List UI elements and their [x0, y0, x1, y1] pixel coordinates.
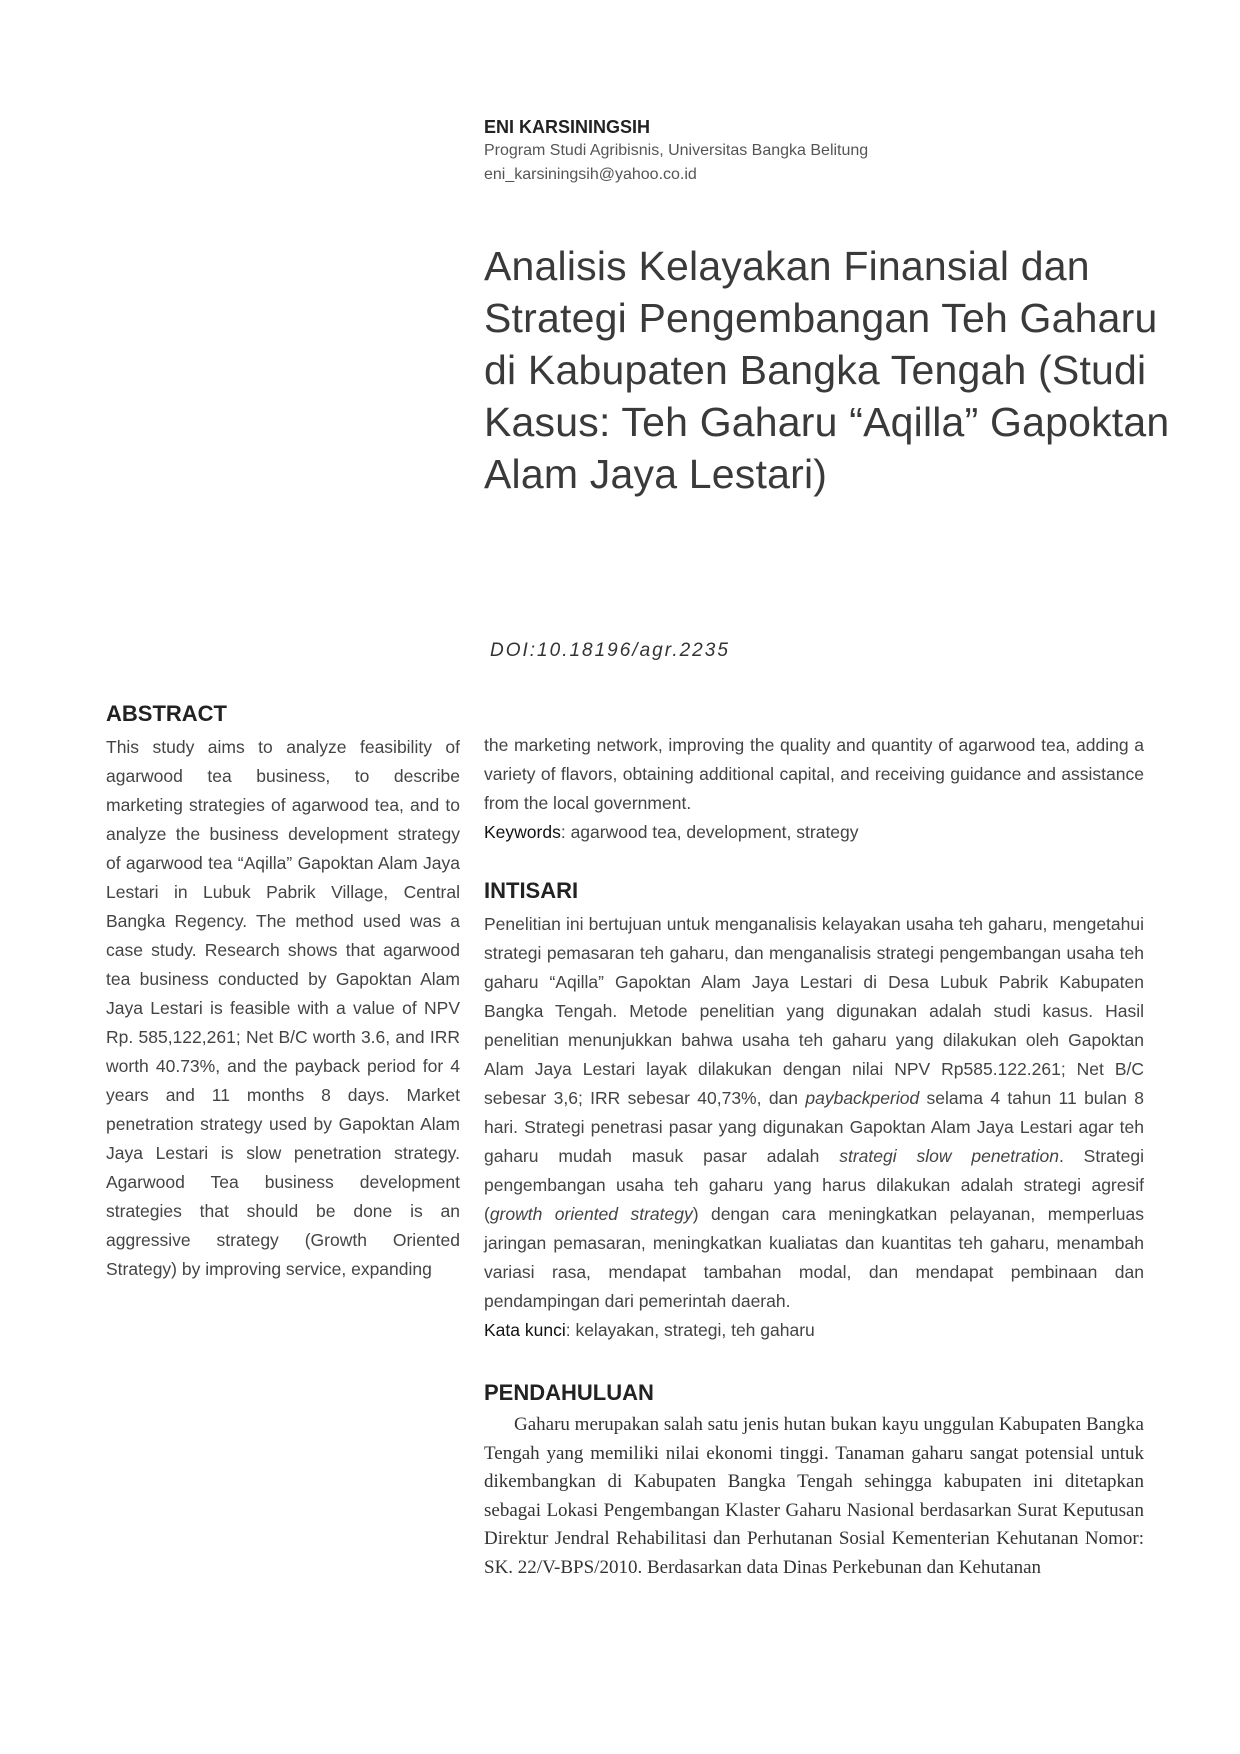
abstract-column: [106, 700, 460, 1284]
pendahuluan-heading: PENDAHULUAN: [484, 1379, 654, 1405]
intisari-text-a: Penelitian ini bertujuan untuk menganalisis kelayakan usaha teh gaharu, mengetahui strategi pemasaran teh gaharu, dan menganalisis strategi pengembangan usaha teh gaharu “Aqilla” Gapoktan Alam Jaya Lestari di Desa Lubuk Pabrik Kabupaten Bangka Tengah. Metode penelitian yang digunakan adalah studi kasus. Hasil penelitian menunjukkan bahwa usaha teh gaharu yang dilakukan oleh Gapoktan Alam Jaya Lestari layak dilakukan dengan nilai NPV Rp585.122.261; Net B/C sebesar 3,6; IRR sebesar 40,73%, dan: [484, 913, 1144, 1108]
intisari-heading: INTISARI: [484, 878, 579, 903]
right-column: [484, 731, 1144, 1582]
doi: DOI:10.18196/agr.2235: [490, 640, 730, 661]
intisari-italic-slow-penetration: strategi slow penetration: [839, 1145, 1059, 1166]
paper-title: Analisis Kelayakan Finansial dan Strategi Pengembangan Teh Gaharu di Kabupaten Bangka Tengah (Studi Kasus: Teh Gaharu “Aqilla” Gapoktan Alam Jaya Lestari): [484, 243, 1170, 497]
intisari-text-g: ) dengan cara meningkatkan pelayanan, memperluas jaringan pemasaran, meningkatkan kualiatas dan kuantitas teh gaharu, menambah variasi rasa, mendapat tambahan modal, dan mendapat pembinaan dan pendampingan dari pemerintah daerah.: [484, 1203, 1144, 1311]
author-block: [484, 116, 1164, 187]
pendahuluan-text: Gaharu merupakan salah satu jenis hutan bukan kayu unggulan Kabupaten Bangka Tengah yang memiliki nilai ekonomi tinggi. Tanaman gaharu sangat potensial untuk dikembangkan di Kabupaten Bangka Tengah sehingga kabupaten ini ditetapkan sebagai Lokasi Pengembangan Klaster Gaharu Nasional berdasarkan Surat Keputusan Direktur Jendral Rehabilitasi dan Perhutanan Sosial Kementerian Kehutanan Nomor: SK. 22/V-BPS/2010. Berdasarkan data Dinas Perkebunan dan Kehutanan: [484, 1414, 1144, 1578]
intisari-italic-paybackperiod: paybackperiod: [805, 1087, 920, 1108]
author-email: eni_karsiningsih@yahoo.co.id: [484, 166, 697, 184]
intisari-text-c: selama 4 tahun 11 bulan 8 hari. Strategi penetrasi pasar yang digunakan Gapoktan Alam Jaya Lestari agar teh gaharu mudah masuk pasar adalah: [484, 1087, 1144, 1166]
intisari-italic-growth-strategy: growth oriented strategy: [489, 1203, 693, 1224]
keywords-label: Keywords: [484, 822, 561, 842]
keywords-values: : agarwood tea, development, strategy: [560, 822, 859, 842]
kata-kunci-values: : kelayakan, strategi, teh gaharu: [565, 1319, 815, 1340]
intisari-text: [484, 910, 1144, 1316]
kata-kunci-label: Kata kunci: [484, 1319, 566, 1340]
intisari-text-e: . Strategi pengembangan usaha teh gaharu yang harus dilakukan adalah strategi agresif (: [484, 1145, 1144, 1224]
abstract-keywords: [484, 818, 1144, 847]
author-affiliation: Program Studi Agribisnis, Universitas Bangka Belitung: [484, 142, 869, 160]
abstract-heading: ABSTRACT: [106, 701, 227, 726]
abstract-text-continued: the marketing network, improving the quality and quantity of agarwood tea, adding a variety of flavors, obtaining additional capital, and receiving guidance and assistance from the local government.: [484, 735, 1144, 813]
abstract-text: This study aims to analyze feasibility of agarwood tea business, to describe marketing strategies of agarwood tea, and to analyze the business development strategy of agarwood tea “Aqilla” Gapoktan Alam Jaya Lestari in Lubuk Pabrik Village, Central Bangka Regency. The method used was a case study. Research shows that agarwood tea business conducted by Gapoktan Alam Jaya Lestari is feasible with a value of NPV Rp. 585,122,261; Net B/C worth 3.6, and IRR worth 40.73%, and the payback period for 4 years and 11 months 8 days. Market penetration strategy used by Gapoktan Alam Jaya Lestari is slow penetration strategy. Agarwood Tea business development strategies that should be done is an aggressive strategy (Growth Oriented Strategy) by improving service, expanding: [106, 736, 460, 1279]
author-name: ENI KARSININGSIH: [484, 117, 651, 137]
intisari-keywords: [484, 1316, 1144, 1345]
